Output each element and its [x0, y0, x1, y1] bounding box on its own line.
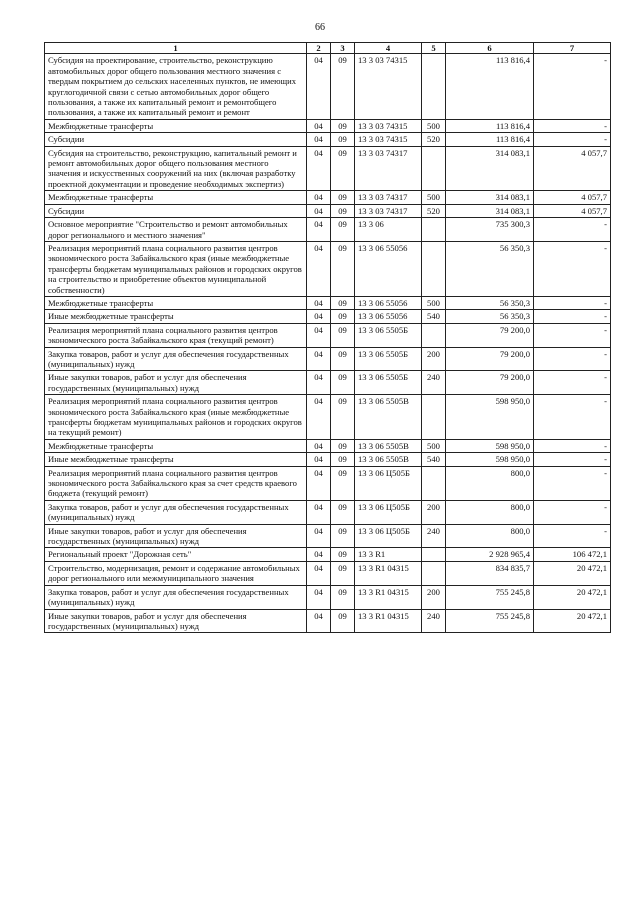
row-amount: 2 928 965,4: [446, 548, 534, 561]
table-row: [45, 119, 611, 132]
row-section-code: 04: [307, 371, 331, 395]
row-amount-federal: 20 472,1: [534, 561, 611, 585]
row-amount-federal: 4 057,7: [534, 146, 611, 191]
row-amount: 800,0: [446, 466, 534, 500]
row-section-code: 04: [307, 54, 331, 119]
table-row: [45, 371, 611, 395]
row-subsection-code: 09: [331, 204, 355, 217]
row-amount-federal: 20 472,1: [534, 585, 611, 609]
row-amount-federal: 4 057,7: [534, 191, 611, 204]
row-section-code: 04: [307, 395, 331, 440]
table-row: [45, 347, 611, 371]
page-number: 66: [315, 22, 325, 33]
table-row: [45, 466, 611, 500]
row-amount-federal: -: [534, 119, 611, 132]
row-name: Субсидия на строительство, реконструкцию, капитальный ремонт и ремонт автомобильных дорог общего пользования местного значения и искусственных сооружений на них (включая разработку проектной документации и проведение необходимых экспертиз): [45, 146, 307, 191]
row-name: Реализация мероприятий плана социального развития центров экономического роста Забайкальского края (иные межбюджетные трансферты бюджетам муниципальных районов и городских округов на текущий ремонт): [45, 395, 307, 440]
row-target-article: 13 3 03 74315: [355, 54, 422, 119]
row-amount: 113 816,4: [446, 119, 534, 132]
row-expense-type: [422, 395, 446, 440]
table-row: [45, 395, 611, 440]
col-header: 4: [355, 43, 422, 54]
row-amount-federal: 106 472,1: [534, 548, 611, 561]
row-section-code: 04: [307, 466, 331, 500]
table-row: [45, 191, 611, 204]
row-name: Межбюджетные трансферты: [45, 439, 307, 452]
table-row: [45, 310, 611, 323]
row-expense-type: [422, 466, 446, 500]
row-subsection-code: 09: [331, 561, 355, 585]
row-target-article: 13 3 03 74317: [355, 204, 422, 217]
table-row: [45, 524, 611, 548]
col-header: 3: [331, 43, 355, 54]
row-amount: 79 200,0: [446, 371, 534, 395]
row-name: Строительство, модернизация, ремонт и содержание автомобильных дорог регионального или межмуниципального значения: [45, 561, 307, 585]
row-target-article: 13 3 03 74317: [355, 146, 422, 191]
row-amount-federal: 4 057,7: [534, 204, 611, 217]
row-subsection-code: 09: [331, 241, 355, 296]
row-section-code: 04: [307, 500, 331, 524]
row-amount: 56 350,3: [446, 296, 534, 309]
row-name: Региональный проект "Дорожная сеть": [45, 548, 307, 561]
table-row: [45, 204, 611, 217]
row-expense-type: 540: [422, 310, 446, 323]
row-amount: 79 200,0: [446, 323, 534, 347]
row-name: Закупка товаров, работ и услуг для обеспечения государственных (муниципальных) нужд: [45, 500, 307, 524]
row-subsection-code: 09: [331, 371, 355, 395]
row-expense-type: 520: [422, 133, 446, 146]
row-section-code: 04: [307, 146, 331, 191]
row-name: Иные межбюджетные трансферты: [45, 453, 307, 466]
row-amount: 598 950,0: [446, 453, 534, 466]
row-amount-federal: -: [534, 453, 611, 466]
row-expense-type: 540: [422, 453, 446, 466]
row-target-article: 13 3 R1 04315: [355, 609, 422, 633]
row-name: Иные закупки товаров, работ и услуг для обеспечения государственных (муниципальных) нужд: [45, 609, 307, 633]
row-subsection-code: 09: [331, 466, 355, 500]
row-expense-type: 240: [422, 371, 446, 395]
row-amount: 56 350,3: [446, 310, 534, 323]
row-target-article: 13 3 06 55056: [355, 241, 422, 296]
row-name: Межбюджетные трансферты: [45, 191, 307, 204]
table-row: [45, 561, 611, 585]
row-expense-type: 200: [422, 347, 446, 371]
row-section-code: 04: [307, 241, 331, 296]
row-expense-type: 500: [422, 191, 446, 204]
row-section-code: 04: [307, 310, 331, 323]
row-amount-federal: -: [534, 54, 611, 119]
row-amount-federal: -: [534, 524, 611, 548]
row-amount-federal: -: [534, 133, 611, 146]
row-section-code: 04: [307, 585, 331, 609]
row-expense-type: 240: [422, 524, 446, 548]
table-row: [45, 218, 611, 242]
table-row: [45, 585, 611, 609]
row-target-article: 13 3 03 74317: [355, 191, 422, 204]
row-name: Реализация мероприятий плана социального развития центров экономического роста Забайкальского края за счет средств краевого бюджета (текущий ремонт): [45, 466, 307, 500]
row-expense-type: 500: [422, 119, 446, 132]
row-amount: 834 835,7: [446, 561, 534, 585]
row-amount-federal: -: [534, 395, 611, 440]
row-section-code: 04: [307, 561, 331, 585]
row-amount: 314 083,1: [446, 146, 534, 191]
row-target-article: 13 3 06 55056: [355, 296, 422, 309]
row-amount: 56 350,3: [446, 241, 534, 296]
row-amount-federal: -: [534, 347, 611, 371]
row-amount-federal: -: [534, 371, 611, 395]
row-amount: 800,0: [446, 500, 534, 524]
row-expense-type: [422, 548, 446, 561]
col-header: 1: [45, 43, 307, 54]
row-target-article: 13 3 03 74315: [355, 119, 422, 132]
row-amount: 755 245,8: [446, 585, 534, 609]
row-expense-type: 500: [422, 439, 446, 452]
row-target-article: 13 3 06 55056: [355, 310, 422, 323]
row-section-code: 04: [307, 548, 331, 561]
row-subsection-code: 09: [331, 453, 355, 466]
row-amount-federal: -: [534, 310, 611, 323]
row-target-article: 13 3 R1 04315: [355, 561, 422, 585]
row-subsection-code: 09: [331, 146, 355, 191]
row-target-article: 13 3 06 Ц505Б: [355, 524, 422, 548]
row-amount: 800,0: [446, 524, 534, 548]
row-name: Иные закупки товаров, работ и услуг для обеспечения государственных (муниципальных) нужд: [45, 524, 307, 548]
row-expense-type: [422, 561, 446, 585]
row-subsection-code: 09: [331, 347, 355, 371]
table-row: [45, 500, 611, 524]
row-amount-federal: 20 472,1: [534, 609, 611, 633]
row-expense-type: [422, 218, 446, 242]
row-subsection-code: 09: [331, 296, 355, 309]
row-section-code: 04: [307, 296, 331, 309]
row-target-article: 13 3 06 5505В: [355, 453, 422, 466]
header-row: [45, 43, 611, 54]
row-section-code: 04: [307, 609, 331, 633]
row-amount: 314 083,1: [446, 191, 534, 204]
row-amount-federal: -: [534, 241, 611, 296]
row-subsection-code: 09: [331, 119, 355, 132]
row-name: Реализация мероприятий плана социального развития центров экономического роста Забайкальского края (иные межбюджетные трансферты бюджетам муниципальных районов и городских округов на строительство и приобретение объектов муниципальной собственности): [45, 241, 307, 296]
row-section-code: 04: [307, 453, 331, 466]
row-subsection-code: 09: [331, 133, 355, 146]
row-section-code: 04: [307, 439, 331, 452]
row-subsection-code: 09: [331, 191, 355, 204]
table-row: [45, 323, 611, 347]
row-expense-type: 240: [422, 609, 446, 633]
row-target-article: 13 3 R1 04315: [355, 585, 422, 609]
row-section-code: 04: [307, 191, 331, 204]
row-amount-federal: -: [534, 218, 611, 242]
row-expense-type: 200: [422, 500, 446, 524]
row-amount: 113 816,4: [446, 54, 534, 119]
row-section-code: 04: [307, 119, 331, 132]
row-section-code: 04: [307, 204, 331, 217]
row-name: Иные межбюджетные трансферты: [45, 310, 307, 323]
row-subsection-code: 09: [331, 609, 355, 633]
row-target-article: 13 3 06 Ц505Б: [355, 500, 422, 524]
row-target-article: 13 3 03 74315: [355, 133, 422, 146]
row-subsection-code: 09: [331, 310, 355, 323]
row-amount: 598 950,0: [446, 439, 534, 452]
row-subsection-code: 09: [331, 585, 355, 609]
row-subsection-code: 09: [331, 548, 355, 561]
row-amount: 735 300,3: [446, 218, 534, 242]
row-expense-type: [422, 146, 446, 191]
row-name: Межбюджетные трансферты: [45, 296, 307, 309]
row-target-article: 13 3 06 5505В: [355, 395, 422, 440]
row-name: Субсидия на проектирование, строительство, реконструкцию автомобильных дорог общего пользования местного значения с твердым покрытием до сельских населенных пунктов, не имеющих круглогодичной связи с сетью автомобильных дорог общего пользования, а также их капитальный ремонт и ремонтобщего пользования, а также их капитальный ремонт и ремонт: [45, 54, 307, 119]
row-subsection-code: 09: [331, 218, 355, 242]
row-subsection-code: 09: [331, 500, 355, 524]
row-name: Иные закупки товаров, работ и услуг для обеспечения государственных (муниципальных) нужд: [45, 371, 307, 395]
row-expense-type: 500: [422, 296, 446, 309]
row-target-article: 13 3 06 5505Б: [355, 323, 422, 347]
row-amount-federal: -: [534, 439, 611, 452]
row-name: Реализация мероприятий плана социального развития центров экономического роста Забайкальского края (текущий ремонт): [45, 323, 307, 347]
row-target-article: 13 3 06 5505В: [355, 439, 422, 452]
row-section-code: 04: [307, 524, 331, 548]
col-header: 6: [446, 43, 534, 54]
row-amount-federal: -: [534, 466, 611, 500]
row-amount-federal: -: [534, 500, 611, 524]
budget-table: [44, 42, 611, 633]
table-row: [45, 548, 611, 561]
table-row: [45, 54, 611, 119]
row-name: Закупка товаров, работ и услуг для обеспечения государственных (муниципальных) нужд: [45, 585, 307, 609]
row-section-code: 04: [307, 218, 331, 242]
row-amount: 113 816,4: [446, 133, 534, 146]
table-row: [45, 146, 611, 191]
col-header: 5: [422, 43, 446, 54]
col-header: 2: [307, 43, 331, 54]
row-subsection-code: 09: [331, 395, 355, 440]
table-row: [45, 296, 611, 309]
row-amount: 598 950,0: [446, 395, 534, 440]
table-row: [45, 439, 611, 452]
row-target-article: 13 3 06 5505Б: [355, 347, 422, 371]
row-target-article: 13 3 06 5505Б: [355, 371, 422, 395]
table-row: [45, 241, 611, 296]
row-amount-federal: -: [534, 323, 611, 347]
row-amount-federal: -: [534, 296, 611, 309]
row-amount: 755 245,8: [446, 609, 534, 633]
row-section-code: 04: [307, 323, 331, 347]
row-amount: 314 083,1: [446, 204, 534, 217]
row-target-article: 13 3 R1: [355, 548, 422, 561]
row-name: Основное мероприятие "Строительство и ремонт автомобильных дорог регионального и местного значения": [45, 218, 307, 242]
row-expense-type: [422, 323, 446, 347]
row-subsection-code: 09: [331, 323, 355, 347]
row-subsection-code: 09: [331, 439, 355, 452]
row-section-code: 04: [307, 133, 331, 146]
col-header: 7: [534, 43, 611, 54]
row-expense-type: 200: [422, 585, 446, 609]
row-target-article: 13 3 06 Ц505Б: [355, 466, 422, 500]
row-subsection-code: 09: [331, 524, 355, 548]
row-amount: 79 200,0: [446, 347, 534, 371]
row-name: Межбюджетные трансферты: [45, 119, 307, 132]
row-target-article: 13 3 06: [355, 218, 422, 242]
row-name: Субсидии: [45, 204, 307, 217]
row-subsection-code: 09: [331, 54, 355, 119]
row-expense-type: 520: [422, 204, 446, 217]
table-row: [45, 133, 611, 146]
table-row: [45, 453, 611, 466]
table-row: [45, 609, 611, 633]
row-section-code: 04: [307, 347, 331, 371]
row-name: Закупка товаров, работ и услуг для обеспечения государственных (муниципальных) нужд: [45, 347, 307, 371]
row-expense-type: [422, 241, 446, 296]
row-expense-type: [422, 54, 446, 119]
row-name: Субсидии: [45, 133, 307, 146]
